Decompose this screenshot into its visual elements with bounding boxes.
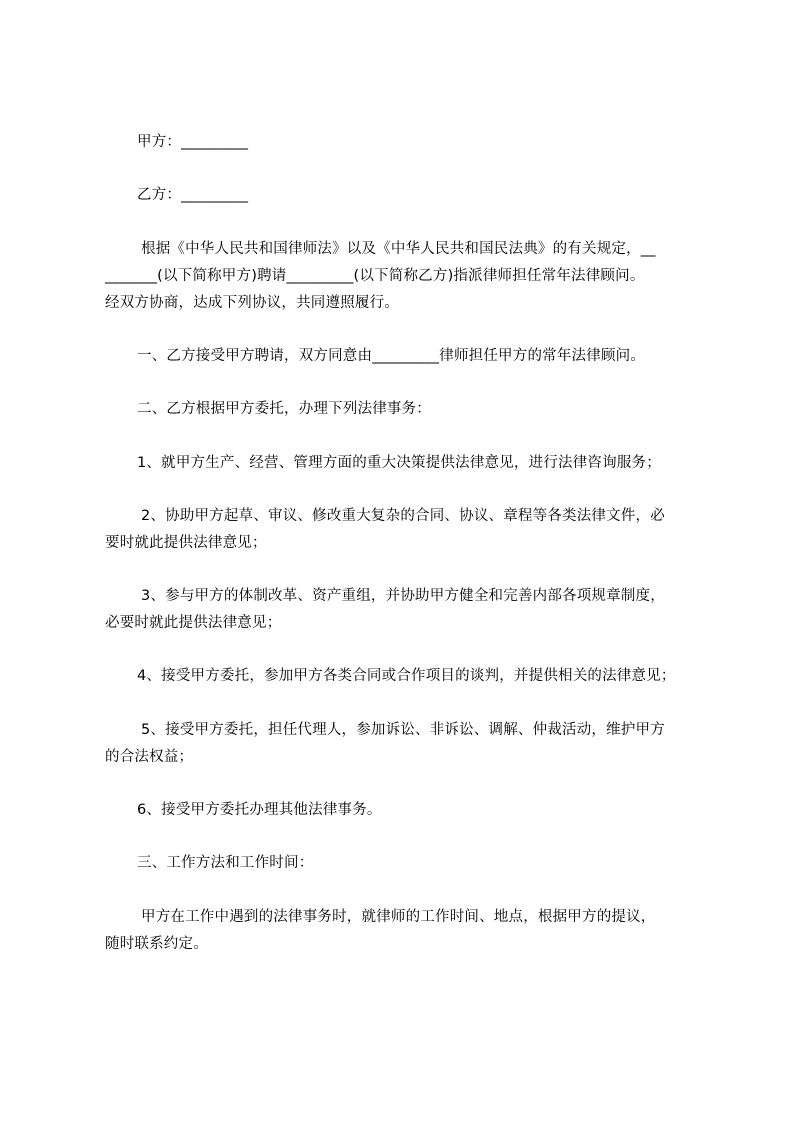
item-4: 4、接受甲方委托，参加甲方各类合同或合作项目的谈判，并提供相关的法律意见； (137, 668, 676, 684)
item-2-line-1: 2、协助甲方起草、审议、修改重大复杂的合同、协议、章程等各类法律文件，必 (141, 508, 665, 524)
intro-line-3: 经双方协商，达成下列协议，共同遵照履行。 (105, 295, 399, 311)
clause-1: 一、乙方接受甲方聘请，双方同意由_________律师担任甲方的常年法律顾问。 (137, 348, 646, 364)
clause-3: 三、工作方法和工作时间： (137, 855, 314, 871)
party-a-line: 甲方：_________ (137, 134, 249, 150)
intro-line-2: _______(以下简称甲方)聘请_________(以下简称乙方)指派律师担任常年法律顾问。 (105, 268, 645, 284)
work-line-2: 随时联系约定。 (105, 936, 208, 952)
clause-2: 二、乙方根据甲方委托，办理下列法律事务： (137, 401, 431, 417)
item-5-line-1: 5、接受甲方委托，担任代理人，参加诉讼、非诉讼、调解、仲裁活动，维护甲方 (141, 722, 665, 738)
item-3-line-2: 必要时就此提供法律意见； (105, 615, 282, 631)
item-3-line-1: 3、参与甲方的体制改革、资产重组，并协助甲方健全和完善内部各项规章制度， (141, 588, 665, 604)
item-1: 1、就甲方生产、经营、管理方面的重大决策提供法律意见，进行法律咨询服务； (137, 455, 661, 471)
work-line-1: 甲方在工作中遇到的法律事务时，就律师的工作时间、地点，根据甲方的提议， (141, 909, 656, 925)
item-5-line-2: 的合法权益； (105, 749, 194, 765)
item-6: 6、接受甲方委托办理其他法律事务。 (137, 802, 382, 818)
intro-line-1: 根据《中华人民共和国律师法》以及《中华人民共和国民法典》的有关规定，__ (141, 241, 656, 257)
party-b-line: 乙方：_________ (137, 187, 249, 203)
item-2-line-2: 要时就此提供法律意见； (105, 535, 267, 551)
